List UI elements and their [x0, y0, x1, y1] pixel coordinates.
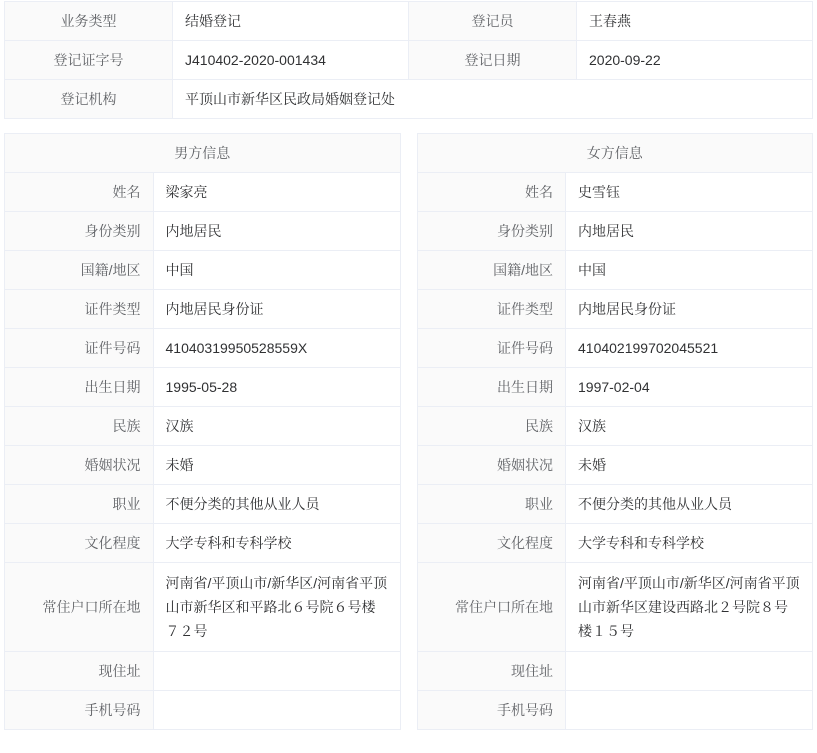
table-row: [5, 368, 400, 407]
field-label-male-marital-status: 婚姻状况: [5, 446, 153, 485]
field-label-female-education: 文化程度: [418, 524, 566, 563]
field-label-female-current-address: 现住址: [418, 652, 566, 691]
table-row: [5, 173, 400, 212]
table-row: [5, 212, 400, 251]
field-value-female-ethnicity: 汉族: [566, 407, 813, 446]
field-value-male-education: 大学专科和专科学校: [153, 524, 400, 563]
field-label-male-current-address: 现住址: [5, 652, 153, 691]
field-value-certificate-number: J410402-2020-001434: [173, 41, 409, 80]
field-label-female-occupation: 职业: [418, 485, 566, 524]
summary-table: [4, 1, 813, 119]
field-label-female-id-type: 证件类型: [418, 290, 566, 329]
male-info-panel: [4, 133, 401, 730]
field-label-female-birth-date: 出生日期: [418, 368, 566, 407]
table-row: [418, 524, 813, 563]
field-label-male-phone: 手机号码: [5, 691, 153, 730]
field-label-male-education: 文化程度: [5, 524, 153, 563]
field-value-registration-org: 平顶山市新华区民政局婚姻登记处: [173, 80, 813, 119]
table-row: [5, 563, 400, 652]
field-value-female-household-address: 河南省/平顶山市/新华区/河南省平顶山市新华区建设西路北２号院８号楼１５号: [566, 563, 813, 652]
field-value-female-education: 大学专科和专科学校: [566, 524, 813, 563]
field-label-registration-date: 登记日期: [409, 41, 577, 80]
field-value-female-id-number: 410402199702045521: [566, 329, 813, 368]
field-label-male-name: 姓名: [5, 173, 153, 212]
table-row: [5, 251, 400, 290]
table-row: [418, 407, 813, 446]
field-value-male-id-number: 41040319950528559X: [153, 329, 400, 368]
field-label-male-ethnicity: 民族: [5, 407, 153, 446]
field-label-business-type: 业务类型: [5, 2, 173, 41]
field-label-female-household-address: 常住户口所在地: [418, 563, 566, 652]
table-row: [5, 691, 400, 730]
field-label-female-nationality: 国籍/地区: [418, 251, 566, 290]
field-label-female-marital-status: 婚姻状况: [418, 446, 566, 485]
field-value-female-current-address: [566, 652, 813, 691]
male-panel-title: 男方信息: [5, 134, 400, 173]
panel-header-row: [418, 134, 813, 173]
field-value-registration-date: 2020-09-22: [577, 41, 813, 80]
table-row: [418, 485, 813, 524]
field-value-female-marital-status: 未婚: [566, 446, 813, 485]
table-row: [418, 446, 813, 485]
field-label-male-identity-type: 身份类别: [5, 212, 153, 251]
field-value-female-birth-date: 1997-02-04: [566, 368, 813, 407]
field-value-male-marital-status: 未婚: [153, 446, 400, 485]
field-label-male-occupation: 职业: [5, 485, 153, 524]
field-value-business-type: 结婚登记: [173, 2, 409, 41]
table-row: [5, 446, 400, 485]
field-value-registrar: 王春燕: [577, 2, 813, 41]
table-row: [418, 329, 813, 368]
table-row: [418, 290, 813, 329]
table-row: [5, 652, 400, 691]
field-value-male-name: 梁家亮: [153, 173, 400, 212]
table-row: [418, 652, 813, 691]
table-row: [5, 290, 400, 329]
field-label-certificate-number: 登记证字号: [5, 41, 173, 80]
field-value-female-phone: [566, 691, 813, 730]
field-label-male-nationality: 国籍/地区: [5, 251, 153, 290]
field-value-female-occupation: 不便分类的其他从业人员: [566, 485, 813, 524]
table-row: [5, 407, 400, 446]
field-value-male-nationality: 中国: [153, 251, 400, 290]
field-value-female-nationality: 中国: [566, 251, 813, 290]
field-label-female-phone: 手机号码: [418, 691, 566, 730]
field-value-male-id-type: 内地居民身份证: [153, 290, 400, 329]
field-value-male-household-address: 河南省/平顶山市/新华区/河南省平顶山市新华区和平路北６号院６号楼７２号: [153, 563, 400, 652]
field-label-male-household-address: 常住户口所在地: [5, 563, 153, 652]
table-row: [418, 173, 813, 212]
table-row: [418, 563, 813, 652]
field-value-male-occupation: 不便分类的其他从业人员: [153, 485, 400, 524]
table-row: [5, 41, 813, 80]
field-value-female-identity-type: 内地居民: [566, 212, 813, 251]
table-row: [418, 691, 813, 730]
female-info-panel: [417, 133, 814, 730]
table-row: [418, 368, 813, 407]
table-row: [5, 80, 813, 119]
field-label-male-id-number: 证件号码: [5, 329, 153, 368]
field-label-registrar: 登记员: [409, 2, 577, 41]
field-value-male-current-address: [153, 652, 400, 691]
field-label-female-ethnicity: 民族: [418, 407, 566, 446]
field-label-female-id-number: 证件号码: [418, 329, 566, 368]
female-panel-title: 女方信息: [418, 134, 813, 173]
field-value-male-birth-date: 1995-05-28: [153, 368, 400, 407]
field-value-male-identity-type: 内地居民: [153, 212, 400, 251]
field-label-female-name: 姓名: [418, 173, 566, 212]
table-row: [418, 251, 813, 290]
field-label-female-identity-type: 身份类别: [418, 212, 566, 251]
table-row: [418, 212, 813, 251]
panel-header-row: [5, 134, 400, 173]
person-panels: [4, 133, 813, 730]
table-row: [5, 329, 400, 368]
field-label-male-id-type: 证件类型: [5, 290, 153, 329]
table-row: [5, 524, 400, 563]
field-value-female-id-type: 内地居民身份证: [566, 290, 813, 329]
table-row: [5, 485, 400, 524]
field-value-female-name: 史雪钰: [566, 173, 813, 212]
field-value-male-phone: [153, 691, 400, 730]
field-label-registration-org: 登记机构: [5, 80, 173, 119]
table-row: [5, 2, 813, 41]
field-value-male-ethnicity: 汉族: [153, 407, 400, 446]
field-label-male-birth-date: 出生日期: [5, 368, 153, 407]
marriage-registration-record: [0, 1, 817, 730]
